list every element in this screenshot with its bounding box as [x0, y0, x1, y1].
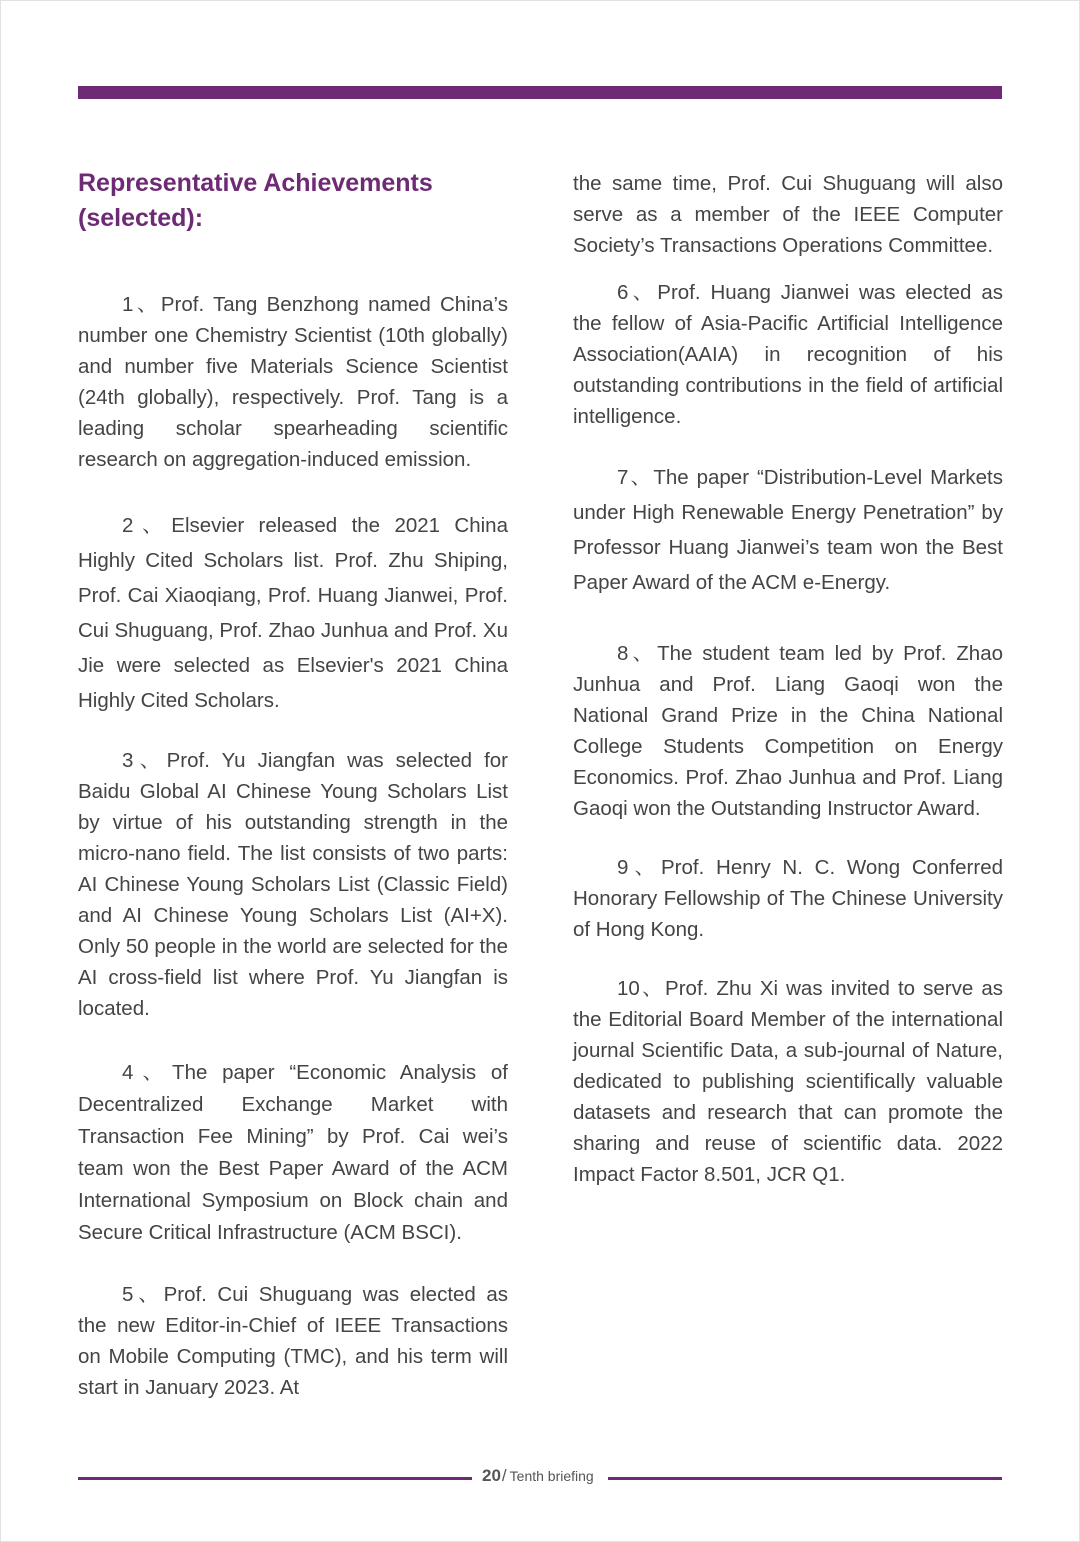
achievement-item-5-continued: the same time, Prof. Cui Shuguang will also serve as a member of the IEEE Computer Society’s Transactions Operations Committee. [573, 172, 1003, 257]
achievement-item-6 [573, 277, 1003, 432]
page-number: 20 [482, 1466, 501, 1485]
footer-separator: / [501, 1466, 507, 1485]
achievement-item-10 [573, 973, 1003, 1190]
achievement-item-3 [78, 745, 508, 1024]
achievement-item-1 [78, 289, 508, 475]
achievement-text: 4、The paper “Economic Analysis of Decentralized Exchange Market with Transaction Fee Mining” by Prof. Cai wei’s team won the Best Paper Award of the ACM International Symposium on Block chain and Secure Critical Infrastructure (ACM BSCI). [78, 1061, 508, 1244]
footer-rule-left [78, 1477, 472, 1480]
section-heading: Representative Achievements (selected): [78, 169, 433, 232]
achievement-item-2 [78, 508, 508, 718]
achievement-item-5 [78, 1279, 508, 1403]
achievement-text: 10、Prof. Zhu Xi was invited to serve as the Editorial Board Member of the international journal Scientific Data, a sub-journal of Nature, dedicated to publishing scientifically valuable datasets and research that can promote the sharing and reuse of scientific data. 2022 Impact Factor 8.501, JCR Q1. [573, 977, 1003, 1186]
achievement-text: 8、The student team led by Prof. Zhao Junhua and Prof. Liang Gaoqi won the National Grand Prize in the China National College Students Competition on Energy Economics. Prof. Zhao Junhua and Prof. Liang Gaoqi won the Outstanding Instructor Award. [573, 642, 1003, 820]
achievement-text: 1、Prof. Tang Benzhong named China’s number one Chemistry Scientist (10th globally) and number five Materials Science Scientist (24th globally), respectively. Prof. Tang is a leading scholar spearheading scientific research on aggregation-induced emission. [78, 293, 508, 471]
page-footer [78, 1464, 1002, 1494]
footer-label [482, 1466, 594, 1486]
achievement-item-4 [78, 1057, 508, 1249]
achievement-text: 2、Elsevier released the 2021 China Highly Cited Scholars list. Prof. Zhu Shiping, Prof. Cai Xiaoqiang, Prof. Huang Jianwei, Prof. Cui Shuguang, Prof. Zhao Junhua and Prof. Xu Jie were selected as Elsevier's 2021 China Highly Cited Scholars. [78, 514, 508, 712]
right-column [573, 168, 1003, 1190]
achievement-text: 5、Prof. Cui Shuguang was elected as the new Editor-in-Chief of IEEE Transactions on Mobile Computing (TMC), and his term will start in January 2023. At [78, 1283, 508, 1399]
achievement-text: 3、Prof. Yu Jiangfan was selected for Baidu Global AI Chinese Young Scholars List by virtue of his outstanding strength in the micro-nano field. The list consists of two parts: AI Chinese Young Scholars List (Classic Field) and AI Chinese Young Scholars List (AI+X). Only 50 people in the world are selected for the AI cross-field list where Prof. Yu Jiangfan is located. [78, 749, 508, 1020]
achievement-text: 7、The paper “Distribution-Level Markets under High Renewable Energy Penetration” by Professor Huang Jianwei’s team won the Best Paper Award of the ACM e-Energy. [573, 466, 1003, 594]
achievement-item-7 [573, 460, 1003, 600]
achievement-item-8 [573, 638, 1003, 824]
publication-name: Tenth briefing [509, 1468, 594, 1484]
achievement-item-9 [573, 852, 1003, 945]
left-column [78, 166, 508, 1403]
achievement-text: 9、Prof. Henry N. C. Wong Conferred Honorary Fellowship of The Chinese University of Hong Kong. [573, 856, 1003, 941]
top-divider-bar [78, 86, 1002, 99]
footer-rule-right [608, 1477, 1002, 1480]
achievement-text: 6、Prof. Huang Jianwei was elected as the fellow of Asia-Pacific Artificial Intelligence Association(AAIA) in recognition of his outstanding contributions in the field of artificial intelligence. [573, 281, 1003, 428]
